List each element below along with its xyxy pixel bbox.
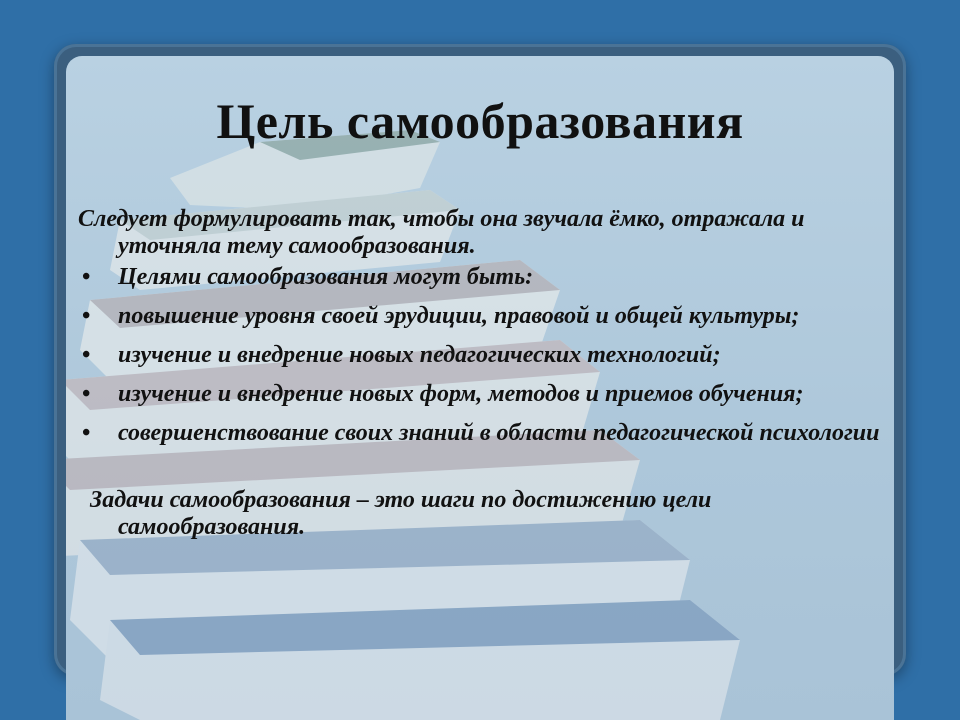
list-item bbox=[78, 264, 888, 291]
slide-content bbox=[78, 206, 888, 541]
slide-title: Цель самообразования bbox=[216, 93, 744, 149]
list-item-text: Целями самообразования могут быть: bbox=[118, 264, 534, 290]
list-item-text: повышение уровня своей эрудиции, правовой и общей культуры; bbox=[118, 303, 800, 329]
intro-paragraph: Следует формулировать так, чтобы она звучала ёмко, отражала и уточняла тему самообразования. bbox=[78, 206, 805, 259]
tasks-paragraph: Задачи самообразования – это шаги по достижению цели самообразования. bbox=[90, 487, 712, 540]
bullet-icon: • bbox=[82, 381, 91, 407]
list-item bbox=[78, 342, 888, 369]
list-item bbox=[78, 420, 888, 447]
list-item-text: изучение и внедрение новых педагогических технологий; bbox=[118, 342, 721, 368]
bullet-icon: • bbox=[82, 342, 91, 368]
list-item-text: совершенствование своих знаний в области педагогической психологии bbox=[118, 420, 880, 446]
bullet-icon: • bbox=[82, 420, 91, 446]
list-item-text: изучение и внедрение новых форм, методов и приемов обучения; bbox=[118, 381, 804, 407]
bullet-icon: • bbox=[82, 264, 91, 290]
goals-list bbox=[78, 264, 888, 447]
bullet-icon: • bbox=[82, 303, 91, 329]
list-item bbox=[78, 381, 888, 408]
list-item bbox=[78, 303, 888, 330]
